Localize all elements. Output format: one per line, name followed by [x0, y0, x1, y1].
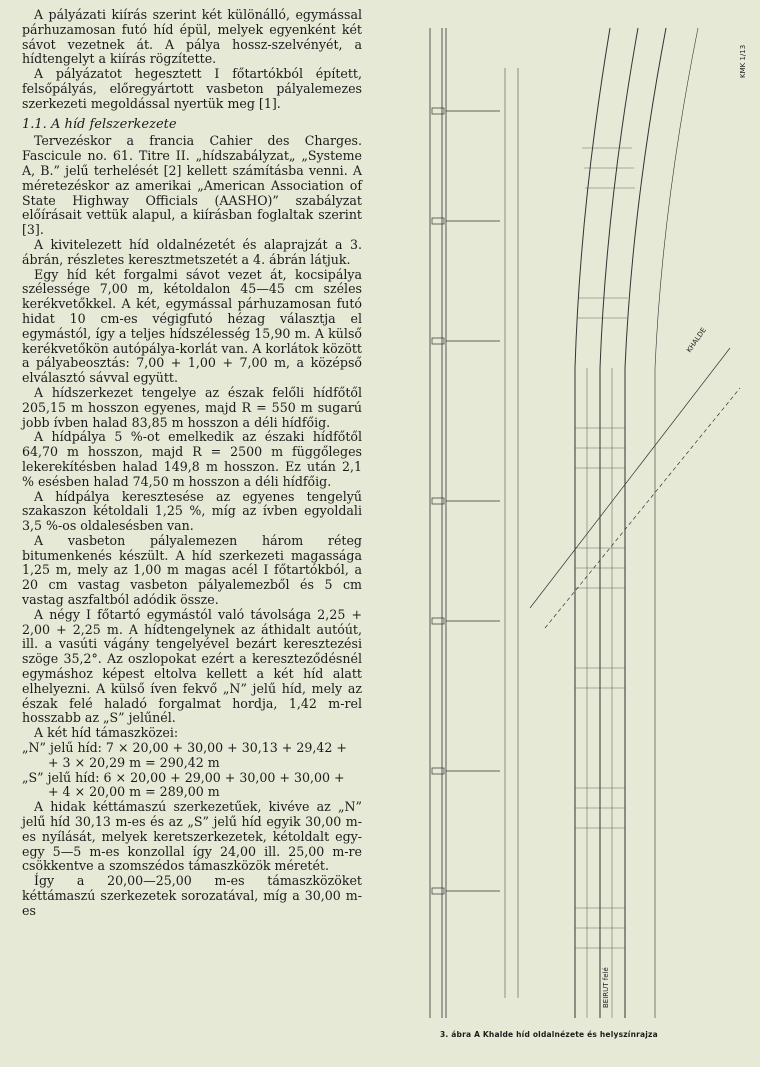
paragraph-12: A hidak kéttámaszú szerkezetűek, kivéve az „N” jelű híd 30,13 m-es és az „S” jelű híd egyik 30,00 m-es nyílását, melyek keretszerkezetek, kétoldalt egy-egy 5—5 m-es konzollal így 24,00 ill. 25,00 m-re csökkentve a szomszédos támaszközök méretét.: [22, 799, 362, 874]
paragraph-7: A hídpálya 5 %-ot emelkedik az északi hídfőtől 64,70 m hosszon, majd R = 2500 m függőleges lekerekítésben halad 149,8 m hosszon. Ez után 2,1 % esésben halad 74,50 m hosszon a déli hídfőig.: [22, 429, 362, 489]
label-khalde: KHALDE: [685, 326, 708, 355]
figure-caption: 3. ábra A Khalde híd oldalnézete és helyszínrajza: [440, 1030, 658, 1039]
section-heading: 1.1. A híd felszerkezete: [22, 116, 177, 132]
paragraph-3: Tervezéskor a francia Cahier des Charges. Fascicule no. 61. Titre II. „hídszabályzat„ „Systeme A, B.” jelű terhelését [2] kellett számításba venni. A méretezéskor az amerikai „American Association of State Highway Officials (AASHO)” szabályzat előírásait vettük alapul, a kiírásban foglaltak szerint [3].: [22, 133, 362, 238]
span-n-line-1: „N” jelű híd: 7 × 20,00 + 30,00 + 30,13 + 29,42 +: [22, 740, 347, 756]
paragraph-10: A négy I főtartó egymástól való távolsága 2,25 + 2,00 + 2,25 m. A hídtengelynek az áthidalt autóút, ill. a vasúti vágány tengelyével bezárt keresztezési szöge 35,2°. Az oszlopokat ezért a kereszteződésnél egymáshoz képest eltolva kellett a két híd alatt elhelyezni. A külső íven fekvő „N” jelű híd, mely az észak felé haladó forgalmat hordja, 1,42 m-rel hosszabb az „S” jelűnél.: [22, 606, 362, 726]
span-n-line-2: + 3 × 20,29 m = 290,42 m: [48, 754, 220, 770]
span-s-line-2: + 4 × 20,00 m = 289,00 m: [48, 784, 220, 800]
bridge-plan-elevation-svg: [370, 8, 755, 1038]
span-s-line-1: „S” jelű híd: 6 × 20,00 + 29,00 + 30,00 + 30,00 +: [22, 769, 345, 785]
paragraph-6: A hídszerkezet tengelye az észak felőli hídfőtől 205,15 m hosszon egyenes, majd R = 550 m sugarú jobb ívben halad 83,85 m hosszon a déli hídfőig.: [22, 384, 362, 430]
bridge-drawing: [370, 8, 755, 1038]
paragraph-13: Így a 20,00—25,00 m-es támaszközöket kéttámaszú szerkezetek sorozatával, míg a 30,00 m-es: [22, 873, 362, 918]
paragraph-1: A pályázati kiírás szerint két különálló, egymással párhuzamosan futó híd épül, melyek egyenként két sávot vezetnek át. A pálya hossz-szelvényét, a hídtengelyt a kiírás rögzítette.: [22, 7, 362, 67]
paragraph-2: A pályázatot hegesztett I főtartókból épített, felsőpályás, előregyártott vasbeton pályalemezes szerkezeti megoldással nyertük meg [1].: [22, 66, 362, 111]
paragraph-5: Egy híd két forgalmi sávot vezet át, kocsipálya szélessége 7,00 m, kétoldalon 45—45 cm széles kerékvetőkkel. A két, egymással párhuzamosan futó hidat 10 cm-es végigfutó hézag választja el egymástól, így a teljes hídszélesség 15,90 m. A külső kerékvetőkön autópálya-korlát van. A korlátok között a pályabeosztás: 7,00 + 1,00 + 7,00 m, a középső elválasztó sávval együtt.: [22, 266, 362, 386]
stamp-label: KMK 1/13: [739, 44, 747, 78]
paragraph-4: A kivitelezett híd oldalnézetét és alaprajzát a 3. ábrán, részletes keresztmetszetét a 4. ábrán látjuk.: [22, 236, 362, 267]
paragraph-9: A vasbeton pályalemezen három réteg bitumenkenés készült. A híd szerkezeti magassága 1,25 m, mely az 1,00 m magas acél I főtartókból, a 20 cm vastag vasbeton pályalemezből és 5 cm vastag aszfaltból adódik össze.: [22, 532, 362, 608]
article-text-column: [22, 8, 362, 919]
label-beirut: BEIRUT felé: [602, 967, 610, 1008]
paragraph-8: A hídpálya keresztesése az egyenes tengelyű szakaszon kétoldali 1,25 %, míg az ívben egyoldali 3,5 %-os oldalesésben van.: [22, 488, 362, 534]
paragraph-11: A két híd támaszközei:: [34, 725, 179, 741]
